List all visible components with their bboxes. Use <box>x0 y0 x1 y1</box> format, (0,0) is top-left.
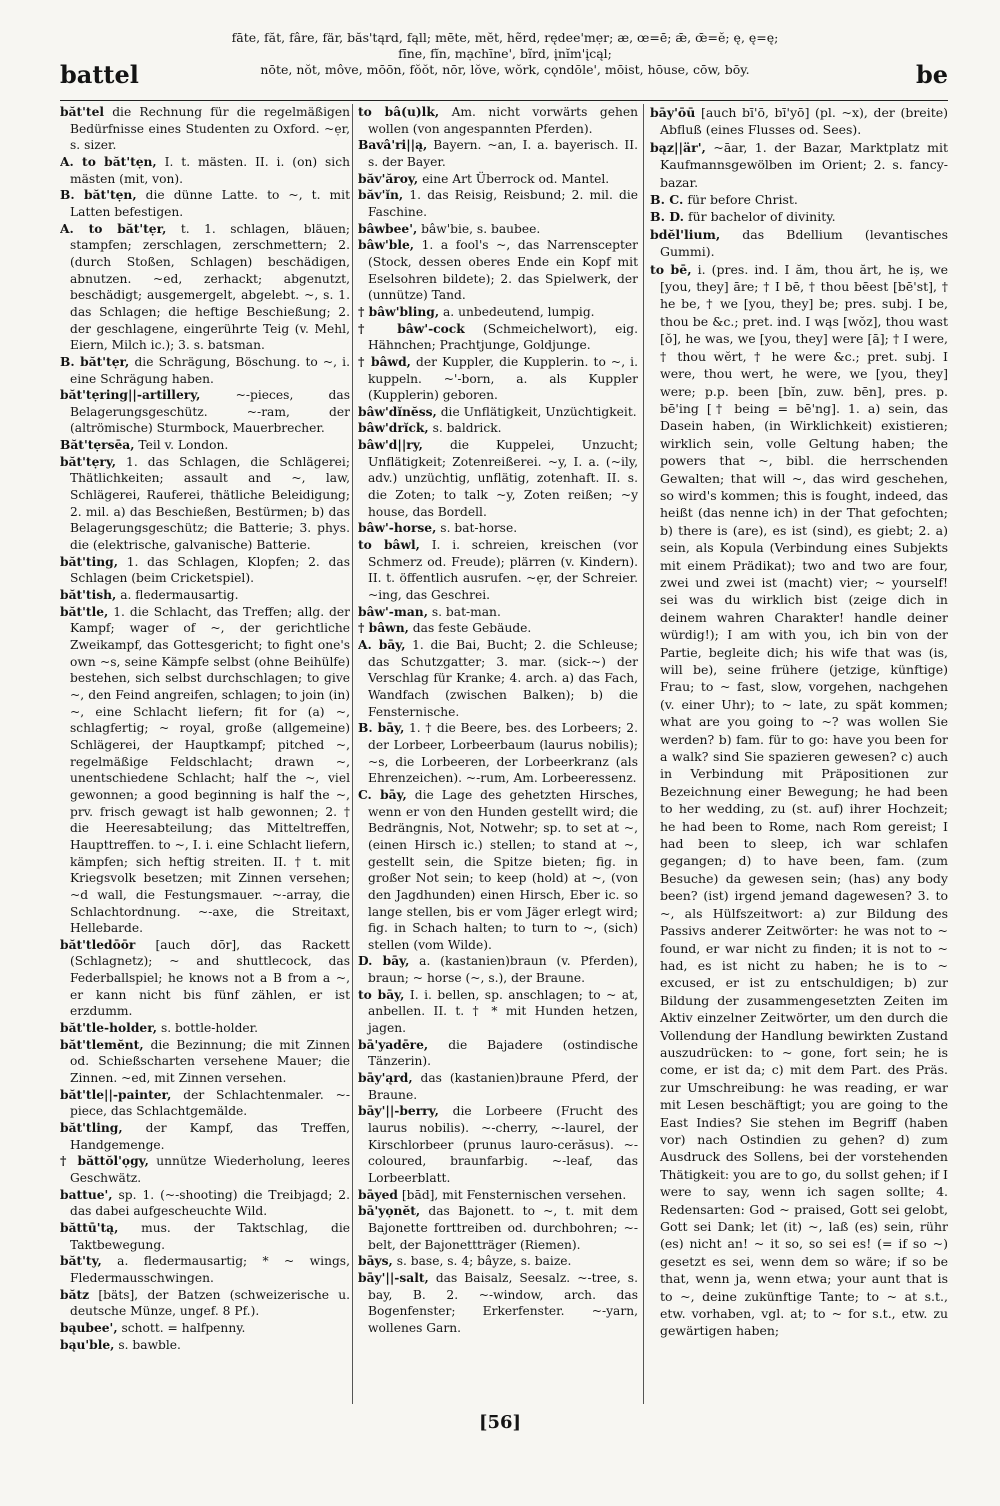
entry-headword: A. to băt'tẹn, <box>60 153 157 169</box>
dictionary-entry <box>60 1037 350 1087</box>
entry-headword: † bâwd, <box>358 353 411 369</box>
dictionary-entry <box>60 1120 350 1153</box>
entry-definition: die Lorbeere (Frucht des laurus nobilis). ~-cherry, ~-laurel, der Kirschlorbeer (prunus lauro-cerăsus). ~-coloured, braunfarbig. ~-leaf, das Lorbeerblatt. <box>368 1104 638 1185</box>
entry-definition: (Schmeichelwort), eig. Hähnchen; Prachtjunge, Goldjunge. <box>368 321 638 353</box>
entry-definition: die Unflätigkeit, Unzüchtigkeit. <box>440 404 637 419</box>
entry-headword: bąu'ble, <box>60 1336 115 1352</box>
dictionary-entry <box>358 520 638 537</box>
entry-headword: băv'ĭn, <box>358 187 404 203</box>
entry-definition: I. t. mästen. II. i. (on) sich mästen (mit, von). <box>70 154 350 186</box>
dictionary-entry <box>358 637 638 720</box>
entry-headword: băv'ăroy, <box>358 170 419 186</box>
dictionary-entry <box>358 604 638 621</box>
dictionary-entry <box>358 1270 638 1337</box>
entry-definition: die Kuppelei, Unzucht; Unflätigkeit; Zotenreißerei. ~y, I. a. (~ily, adv.) unzüchtig, unflätig, zotenhaft. II. s. die Zoten; to talk ~y, Zoten reißen; ~y house, das Bordell. <box>368 438 638 519</box>
dictionary-entry <box>60 154 350 187</box>
entry-headword: to bāy, <box>358 986 405 1002</box>
entry-definition: bâw'bie, s. baubee. <box>421 221 541 236</box>
dictionary-entry <box>358 1253 638 1270</box>
column-divider <box>352 104 353 1404</box>
entry-definition: a. unbedeutend, lumpig. <box>443 304 595 319</box>
entry-definition: i. (pres. ind. I ăm, thou ărt, he iș, we [you, they] āre; † I bē, † thou bēest [bē'st], † he be, † we [you, they] be; pres. subj. I be, thou be &c.; pret. ind. I wąs [wŏz], thou wast [ŏ], he was, we [you, they] were [ā]; † I were, † thou wĕrt, † he were &c.; pret. subj. I were, thou wert, he were, we [you, they] were; p.p. been [bĭn, zuw. bēn], pres. p. bē'ing [† being = bē'ng]. 1. a) sein, das Dasein haben, (in Wirklichkeit) existieren; wirklich sein, volle Geltung haben; the powers that ~, bibl. die herrschenden Gewalten; that will ~, das wird geschehen, so wird's kommen; this is fought, indeed, das heißt (das nenne ich) in der That gefochten; b) there is (are), es ist (sind), es giebt; 2. a) sein, als Kopula (Verbindung eines Subjekts mit einem Prädikat); two and two are four, zwei und zwei ist (macht) vier; ~ yourself! sei was du wirklich bist (zeige dich in deinem wahren Charakter! handle deiner würdig!); I am with you, ich bin von der Partie, begleite dich; his wife that was (is, will be), seine frühere (jetzige, künftige) Frau; to ~ fast, slow, vorgehen, nachgehen (v. einer Uhr); to ~ late, zu spät kommen; what are you going to ~? was wollen Sie werden? b) fam. für to go: have you been for a walk? sind Sie spazieren gewesen? c) auch in Verbindung mit Präpositionen zur Bezeichnung einer Bewegung; he had been to her wedding, zu (st. auf) ihrer Hochzeit; he had been to Rome, nach Rom gereist; I had been to sleep, ich war schlafen gegangen; d) to have been, fam. (zum Besuche) da gewesen sein; (has) any body been? (ist) irgend jemand dagewesen? 3. to ~, als Hülfszeitwort: a) zur Bildung des Passivs anderer Zeitwörter: he was not to ~ found, er war nicht zu finden; it is not to ~ had, es ist nicht zu haben; he is to ~ excused, er ist zu entschuldigen; b) zur Bildung der zusammengesetzten Zeiten im Aktiv einzelner Zeitwörter, um den durch die Vollendung der Handlung bewirkten Zustand auszudrücken: to ~ gone, fort sein; he is come, er ist da; c) mit dem Part. des Präs. zur Umschreibung: he was reading, er war mit Lesen beschäftigt; you are going to the East Indies? Sie stehen im Begriff (haben vor) nach Ostindien zu gehen? d) zum Ausdruck des Sollens, bei der vorstehenden Thätigkeit: you are to go, du sollst gehen; if I were to say, wenn ich sagen sollte; 4. Redensarten: God ~ praised, Gott sei gelobt, Gott sei Dank; let (it) ~, laß (es) sein, rühr (es) nicht an! ~ it so, so sei es! (= if so ~) gesetzt es sei, wenn dem so wäre; if so be that, wenn ja, wenn etwa; your aunt that is to ~, deine zukünftige Tante; to ~ at s.t., etw. vorhaben, vgl. at; to ~ for s.t., etw. zu gewärtigen haben; <box>660 261 948 1339</box>
entry-definition: mus. der Taktschlag, die Taktbewegung. <box>70 1220 350 1252</box>
entry-headword: B. C. <box>650 192 684 208</box>
dictionary-entry <box>60 437 350 454</box>
dictionary-entry <box>60 187 350 220</box>
entry-definition: das feste Gebäude. <box>412 621 532 636</box>
dictionary-entry <box>358 1203 638 1253</box>
entry-headword: bâwbee', <box>358 220 418 236</box>
entry-headword: băt'tle-holder, <box>60 1020 158 1036</box>
entry-headword: Băt'tẹrsēa, <box>60 437 135 453</box>
entry-headword: băt'tle||-painter, <box>60 1086 172 1102</box>
pronunciation-key-line: fāte, făt, fâre, fär, băs'tąrd, fąll; mēte, mĕt, hẽrd, rędee'mẹr; æ, œ=ē; ǣ, œ̄=ĕ; ę, ę=ę; <box>231 30 779 45</box>
entry-definition: Teil v. London. <box>138 438 229 453</box>
entry-definition: Am. nicht vorwärts gehen wollen (von angespannten Pferden). <box>368 105 638 136</box>
dictionary-entry <box>358 187 638 220</box>
entry-headword: A. to băt'tẹr, <box>60 220 167 236</box>
dictionary-entry <box>60 221 350 354</box>
entry-headword: bā'yadēre, <box>358 1036 429 1052</box>
entry-definition: t. 1. schlagen, bläuen; stampfen; zerschlagen, zerschmettern; 2. (durch Stoßen, Schlagen) beschädigen, abnutzen. ~ed, zerhackt; abgenutzt, beschädigt; ausgemergelt, abgelebt. ~, s. 1. das Schlagen; die heftige Beschießung; 2. der geschlagene, eingerührte Teig (v. Mehl, Eiern, Milch ic.); 3. s. batsman. <box>70 221 350 353</box>
entry-headword: Bavâ'ri||ą, <box>358 137 428 153</box>
entry-headword: băt'tish, <box>60 587 117 603</box>
entry-headword: bătz <box>60 1286 90 1302</box>
entry-definition: der Schlachtenmaler. ~-piece, das Schlachtgemälde. <box>70 1087 350 1119</box>
dictionary-entry <box>60 1337 350 1354</box>
page-number: [56] <box>478 1412 522 1433</box>
entry-definition: die Bajadere (ostindische Tänzerin). <box>368 1037 638 1069</box>
entry-definition: I. i. bellen, sp. anschlagen; to ~ at, anbellen. II. t. † * mit Hunden hetzen, jagen. <box>368 987 638 1036</box>
entry-headword: to bâwl, <box>358 537 420 553</box>
dictionary-entry <box>60 1320 350 1337</box>
entry-definition: 1. das Reisig, Reisbund; 2. mil. die Faschine. <box>368 188 638 219</box>
pronunciation-key-line: fīne, fĭn, mạchīne', bĩrd, įnĭm'įcąl; <box>398 46 612 61</box>
entry-definition: das Bdellium (levantisches Gummi). <box>660 226 948 260</box>
pronunciation-key-line: nōte, nŏt, môve, mōōn, fŏŏt, nōr, lŏve, wŏrk, cǫndōle', mōist, hōuse, cōw, bōy. <box>260 62 750 77</box>
entry-definition: I. i. schreien, kreischen (vor Schmerz od. Freude); plärren (v. Kindern). II. t. öffentlich ausrufen. ~ẹr, der Schreier. ~ing, das Geschrei. <box>368 538 638 603</box>
dictionary-entry <box>60 454 350 554</box>
entry-definition: Bayern. ~an, I. a. bayerisch. II. s. der Bayer. <box>368 138 638 169</box>
column-2 <box>358 104 638 1404</box>
dictionary-entry <box>60 1020 350 1037</box>
dictionary-entry <box>358 404 638 421</box>
entry-headword: D. bāy, <box>358 953 410 969</box>
entry-headword: bāy'||-salt, <box>358 1269 429 1285</box>
column-3 <box>650 104 948 1404</box>
dictionary-entry <box>358 953 638 986</box>
entry-headword: bąubee', <box>60 1319 118 1335</box>
dictionary-entry <box>358 137 638 170</box>
dictionary-entry <box>358 420 638 437</box>
dictionary-entry <box>358 104 638 137</box>
entry-definition: 1. a fool's ~, das Narrenscepter (Stock, dessen oberes Ende ein Kopf mit Eselsohren bildete); 2. das Spielwerk, der (unnütze) Tand. <box>368 238 638 303</box>
entry-definition: sp. 1. (~-shooting) die Treibjagd; 2. das dabei aufgescheuchte Wild. <box>70 1187 350 1219</box>
dictionary-entry <box>358 321 638 354</box>
dictionary-entry <box>650 226 948 261</box>
entry-definition: der Kampf, das Treffen, Handgemenge. <box>70 1121 350 1152</box>
entry-definition: das Bajonett. to ~, t. mit dem Bajonette forttreiben od. durchbohren; ~-belt, der Bajonettträger (Riemen). <box>368 1204 638 1252</box>
entry-definition: der Kuppler, die Kupplerin. to ~, i. kuppeln. ~'-born, a. als Kuppler (Kupplerin) geboren. <box>368 354 638 403</box>
entry-headword: bâw'ble, <box>358 237 415 253</box>
entry-definition: s. bat-horse. <box>440 521 518 536</box>
entry-headword: bâw'd||ry, <box>358 437 423 453</box>
entry-definition: für before Christ. <box>687 192 798 208</box>
dictionary-entry <box>358 354 638 404</box>
dictionary-entry <box>650 261 948 1340</box>
entry-definition: [auch dōr], das Rackett (Schlagnetz); ~ and shuttlecock, das Federballspiel; he knows not a B from a ~, er kann nicht bis fünf zählen, er ist erzdumm. <box>70 937 350 1019</box>
entry-definition: a. fledermausartig. <box>120 588 239 603</box>
dictionary-entry <box>358 1037 638 1070</box>
dictionary-entry <box>60 1187 350 1220</box>
entry-definition: s. baldrick. <box>432 421 502 436</box>
dictionary-entry <box>358 720 638 787</box>
entry-headword: băt'tle, <box>60 603 109 619</box>
dictionary-entry <box>650 191 948 208</box>
entry-definition: die Bezinnung; die mit Zinnen od. Schießscharten versehene Mauer; die Zinnen. ~ed, mit Zinnen versehen. <box>70 1037 350 1086</box>
entry-definition: die Lage des gehetzten Hirsches, wenn er von den Hunden gestellt wird; die Bedrängnis, Not, Notwehr; sp. to set at ~, (einen Hirsch ic.) stellen; to stand at ~, gestellt sein, die Spitze bieten; fig. in großer Not sein; to keep (hold) at ~, (von den Jagdhunden) einen Hirsch, Eber ic. so lange stellen, bis er vom Jäger erlegt wird; fig. in Schach halten; to turn to ~, (sich) stellen (vom Wilde). <box>368 787 638 952</box>
entry-headword: B. bāy, <box>358 720 405 736</box>
entry-headword: B. băt'tẹn, <box>60 187 137 203</box>
entry-headword: bâw'dĭnĕss, <box>358 403 437 419</box>
dictionary-entry <box>358 537 638 604</box>
entry-definition: unnütze Wiederholung, leeres Geschwätz. <box>70 1154 350 1185</box>
dictionary-entry <box>60 587 350 604</box>
dictionary-entry <box>650 208 948 225</box>
entry-headword: băt'tledōōr <box>60 936 136 952</box>
entry-headword: bāyed <box>358 1186 398 1202</box>
entry-headword: băt'tlemĕnt, <box>60 1036 144 1052</box>
entry-definition: die dünne Latte. to ~, t. mit Latten befestigen. <box>70 188 350 219</box>
dictionary-entry <box>60 1153 350 1186</box>
entry-headword: bâw'-man, <box>358 603 428 619</box>
entry-headword: bāys, <box>358 1253 393 1269</box>
dictionary-entry <box>358 1070 638 1103</box>
entry-definition: die Rechnung für die regelmäßigen Bedürfnisse eines Studenten zu Oxford. ~ẹr, s. sizer. <box>70 105 350 153</box>
dictionary-entry <box>358 171 638 188</box>
entry-definition: das (kastanien)braune Pferd, der Braune. <box>368 1071 638 1102</box>
dictionary-entry <box>60 354 350 387</box>
entry-headword: C. bāy, <box>358 786 407 802</box>
entry-headword: băt'tling, <box>60 1120 123 1136</box>
dictionary-entry <box>60 937 350 1020</box>
entry-definition: 1. das Schlagen, Klopfen; 2. das Schlagen (beim Cricketspiel). <box>70 554 350 586</box>
entry-definition: a. (kastanien)braun (v. Pferden), braun; ~ horse (~, s.), der Braune. <box>368 954 638 986</box>
entry-headword: bâw'drĭck, <box>358 420 429 436</box>
dictionary-entry <box>60 604 350 937</box>
entry-headword: băt'tẹry, <box>60 453 117 469</box>
dictionary-entry <box>358 987 638 1037</box>
entry-headword: bāy'ąrd, <box>358 1070 413 1086</box>
entry-headword: † băttŏl'ọgy, <box>60 1153 149 1169</box>
entry-headword: † bâw'bling, <box>358 303 440 319</box>
column-divider <box>643 104 644 1404</box>
header-rule <box>60 100 948 101</box>
dictionary-entry <box>358 787 638 954</box>
entry-headword: B. D. <box>650 209 685 225</box>
guide-word-right: be <box>915 60 948 89</box>
dictionary-entry <box>60 1087 350 1120</box>
entry-definition: [auch bī'ō, bī'yō] (pl. ~x), der (breite) Abfluß (eines Flusses od. Sees). <box>660 105 948 138</box>
dictionary-entry <box>650 104 948 139</box>
entry-headword: battue', <box>60 1186 113 1202</box>
entry-definition: eine Art Überrock od. Mantel. <box>422 171 610 186</box>
entry-headword: to bâ(u)lk, <box>358 104 440 119</box>
entry-definition: schott. = halfpenny. <box>121 1320 246 1335</box>
entry-definition: s. bat-man. <box>431 604 501 619</box>
entry-definition: [bād], mit Fensternischen versehen. <box>401 1187 627 1202</box>
entry-headword: † bâwn, <box>358 620 409 636</box>
entry-headword: bâw'-horse, <box>358 520 437 536</box>
entry-headword: † bâw'-cock <box>358 320 465 336</box>
entry-definition: ~āar, 1. der Bazar, Marktplatz mit Kaufmannsgewölben im Orient; 2. s. fancy-bazar. <box>660 139 948 190</box>
entry-definition: 1. das Schlagen, die Schlägerei; Thätlichkeiten; assault and ~, law, Schlägerei, Rauferei, thätliche Beleidigung; 2. mil. a) das Beschießen, Bestürmen; b) das Belagerungsgeschütz; die Batterie; 3. phys. die (elektrische, galvanische) Batterie. <box>70 454 350 553</box>
entry-definition: ~-pieces, das Belagerungsgeschütz. ~-ram, der (altrömische) Sturmbock, Mauerbrecher. <box>70 388 350 436</box>
dictionary-entry <box>60 1220 350 1253</box>
page-header <box>0 30 1000 100</box>
entry-headword: bāy'||-berry, <box>358 1103 439 1119</box>
dictionary-entry <box>650 139 948 191</box>
entry-definition: die Schrägung, Böschung. to ~, i. eine Schrägung haben. <box>70 354 350 386</box>
entry-headword: A. bāy, <box>358 637 406 652</box>
entry-headword: bdĕl'lium, <box>650 226 721 242</box>
entry-definition: das Baisalz, Seesalz. ~-tree, s. bay, B. 2. ~-window, arch. das Bogenfenster; Erkerfenster. ~-yarn, wollenes Garn. <box>368 1270 638 1335</box>
entry-definition: 1. † die Beere, bes. des Lorbeers; 2. der Lorbeer, Lorbeerbaum (laurus nobilis); ~s, die Lorbeeren, der Lorbeerkranz (als Ehrenzeichen). ~-rum, Am. Lorbeeressenz. <box>368 721 638 786</box>
guide-word-left: battel <box>60 60 139 89</box>
pronunciation-key <box>215 30 795 78</box>
dictionary-entry <box>358 1187 638 1204</box>
entry-definition: für bachelor of divinity. <box>688 209 836 225</box>
entry-definition: a. fledermausartig; * ~ wings, Fledermausschwingen. <box>70 1254 350 1285</box>
dictionary-entry <box>60 1253 350 1286</box>
entry-headword: băt'ty, <box>60 1253 102 1269</box>
dictionary-entry <box>60 554 350 587</box>
entry-headword: băt'ting, <box>60 553 118 569</box>
dictionary-entry <box>358 221 638 238</box>
entry-definition: [bäts], der Batzen (schweizerische u. deutsche Münze, ungef. 8 Pf.). <box>70 1287 350 1319</box>
dictionary-entry <box>60 104 350 154</box>
entry-headword: băt'tel <box>60 104 105 119</box>
entry-headword: bā'yọnĕt, <box>358 1203 421 1219</box>
dictionary-entry <box>60 387 350 437</box>
entry-headword: băt'tẹring||-artillery, <box>60 387 201 403</box>
entry-definition: s. bawble. <box>118 1337 181 1352</box>
entry-definition: 1. die Bai, Bucht; 2. die Schleuse; das Schutzgatter; 3. mar. (sick-~) der Verschlag für Kranke; 4. arch. a) das Fach, Wandfach (zwischen Balken); b) die Fensternische. <box>368 638 638 719</box>
dictionary-entry <box>358 1103 638 1186</box>
dictionary-entry <box>60 1287 350 1320</box>
entry-definition: 1. die Schlacht, das Treffen; allg. der Kampf; wager of ~, der gerichtliche Zweikampf, das Gottesgericht; to fight one's own ~s, seine Kämpfe selbst (ohne Beihülfe) bestehen, sich selbst durchschlagen; to give ~, den Feind angreifen, schlagen; to join (in) ~, eine Schlacht liefern; fit for (a) ~, schlagfertig; ~ royal, große (allgemeine) Schlägerei, der Hauptkampf; pitched ~, regelmäßige Feldschlacht; drawn ~, unentschiedene Schlacht; half the ~, viel gewonnen; a good beginning is half the ~, prv. frisch gewagt ist halb gewonnen; 2. † die Heeresabteilung; das Mitteltreffen, Haupttreffen. to ~, I. i. eine Schlacht liefern, kämpfen; sich heftig streiten. II. † t. mit Kriegsvolk besetzen; mit Zinnen versehen; ~d wall, die Festungsmauer. ~-array, die Schlachtordnung. ~-axe, die Streitaxt, Hellebarde. <box>70 604 350 936</box>
entry-definition: s. bottle-holder. <box>160 1021 259 1036</box>
entry-headword: bąz||är', <box>650 139 706 155</box>
column-1 <box>60 104 350 1404</box>
dictionary-entry <box>358 437 638 520</box>
entry-headword: B. băt'tẹr, <box>60 353 130 369</box>
columns <box>60 104 948 1404</box>
entry-headword: to bē, <box>650 261 692 277</box>
dictionary-entry <box>358 304 638 321</box>
entry-headword: bāy'ōū <box>650 105 696 120</box>
entry-headword: băttū'tą, <box>60 1219 119 1235</box>
entry-definition: s. base, s. 4; bâyze, s. baize. <box>396 1254 572 1269</box>
dictionary-entry <box>358 237 638 304</box>
dictionary-entry <box>358 620 638 637</box>
